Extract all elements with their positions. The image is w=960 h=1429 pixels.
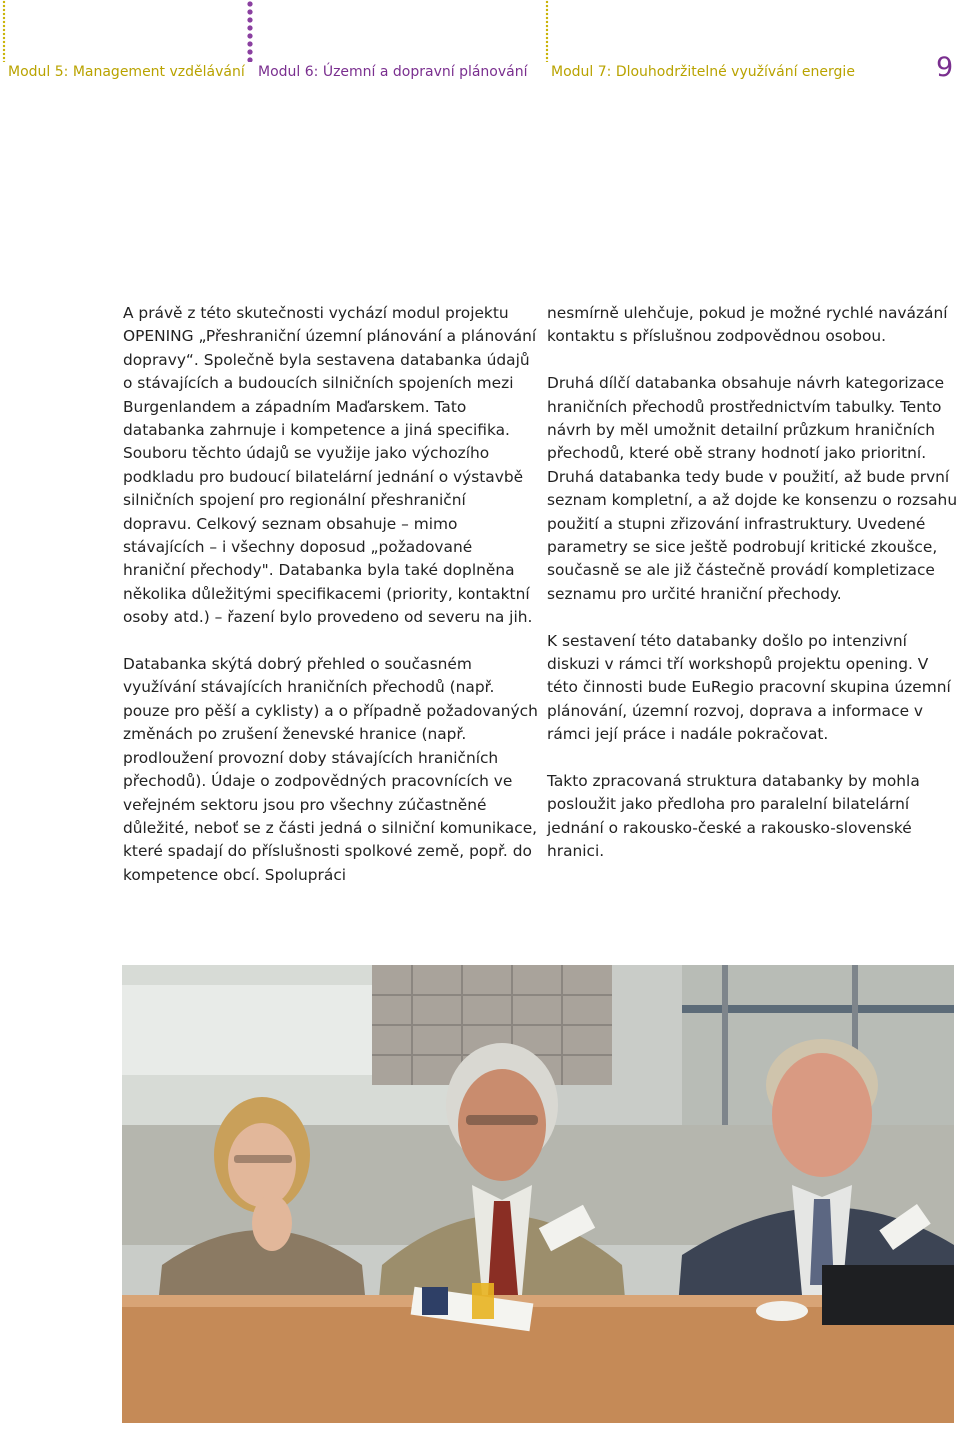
paragraph: Takto zpracovaná struktura databanky by mohla posloužit jako předloha pro paralelní bilatelární jednání o rakousko-české a rakousko-slovenské hranici. bbox=[547, 772, 920, 861]
dotted-divider bbox=[2, 0, 6, 62]
window-glare bbox=[122, 985, 382, 1075]
meeting-photo bbox=[122, 965, 954, 1423]
left-text-column bbox=[123, 302, 538, 911]
juice-glass bbox=[472, 1283, 494, 1319]
dotted-divider-active bbox=[246, 0, 254, 62]
paragraph: K sestavení této databanky došlo po intenzivní diskuzi v rámci tří workshopů projektu opening. V této činnosti bude EuRegio pracovní skupina územní plánování, územní rozvoj, doprava a informace v rámci její práce i nadále pokračovat. bbox=[547, 631, 951, 744]
coffee-saucer bbox=[756, 1301, 808, 1321]
paragraph: A právě z této skutečnosti vychází modul projektu OPENING „Přeshraniční územní plánování a plánování dopravy“. Společně byla sestavena databanka údajů o stávajících a budoucích silničních spojeních mezi Burgenlandem a západním Maďarskem. Tato databanka zahrnuje i kompetence a jiná specifika. Souboru těchto údajů se využije jako výchozího podkladu pro budoucí bilatelární jednání o výstavbě silničních spojení pro regionální přeshraniční dopravu. Celkový seznam obsahuje – mimo stávajících – i všechny doposud „požadované hraniční přechody". Databanka byla také doplněna několika důležitými specifikacemi (priority, kontaktní osoby atd.) – řazení bylo provedeno od severu na jih. bbox=[123, 304, 537, 627]
person-middle-glasses bbox=[466, 1115, 538, 1125]
person-right-face bbox=[772, 1053, 872, 1177]
page-number: 9 bbox=[936, 52, 954, 83]
person-left-hand bbox=[252, 1195, 292, 1251]
paragraph: Druhá dílčí databanka obsahuje návrh kategorizace hraničních přechodů prostřednictvím tabulky. Tento návrh by měl umožnit detailní průzkum hraničních přechodů, které obě strany hodnotí jako prioritní. Druhá databanka tedy bude v použití, až bude první seznam kompletní, a až dojde ke konsenzu o rozsahu použití a stupni zřizování infrastruktury. Uvedené parametry se sice ještě podrobují kritické zkoušce, současně se ale již částečně provádí kompletizace seznamu pro určité hraniční přechody. bbox=[547, 374, 958, 603]
paragraph: Databanka skýtá dobrý přehled o současném využívání stávajících hraničních přechodů (např. pouze pro pěší a cyklisty) a o případně požadovaných změnách po zrušení ženevské hranice (např. prodloužení provozní doby stávajících hraničních přechodů). Údaje o zodpovědných pracovnících ve veřejném sektoru jsou pro všechny zúčastněné důležité, neboť se z části jedná o silniční komunikace, které spadají do příslušnosti spolkové země, popř. do kompetence obcí. Spolupráci bbox=[123, 655, 538, 884]
dotted-divider bbox=[545, 0, 549, 62]
module-6-label: Modul 6: Územní a dopravní plánování bbox=[258, 64, 528, 80]
module-7-label: Modul 7: Dlouhodržitelné využívání energie bbox=[551, 64, 855, 80]
page-header bbox=[0, 0, 960, 100]
bag bbox=[822, 1265, 954, 1325]
meeting-photo-illustration bbox=[122, 965, 954, 1423]
right-text-column bbox=[547, 302, 960, 887]
cup bbox=[422, 1287, 448, 1315]
person-left-glasses bbox=[234, 1155, 292, 1163]
paragraph: nesmírně ulehčuje, pokud je možné rychlé navázání kontaktu s příslušnou zodpovědnou osobou. bbox=[547, 304, 948, 346]
person-left-face bbox=[228, 1123, 296, 1207]
module-5-label: Modul 5: Management vzdělávání bbox=[8, 64, 245, 80]
